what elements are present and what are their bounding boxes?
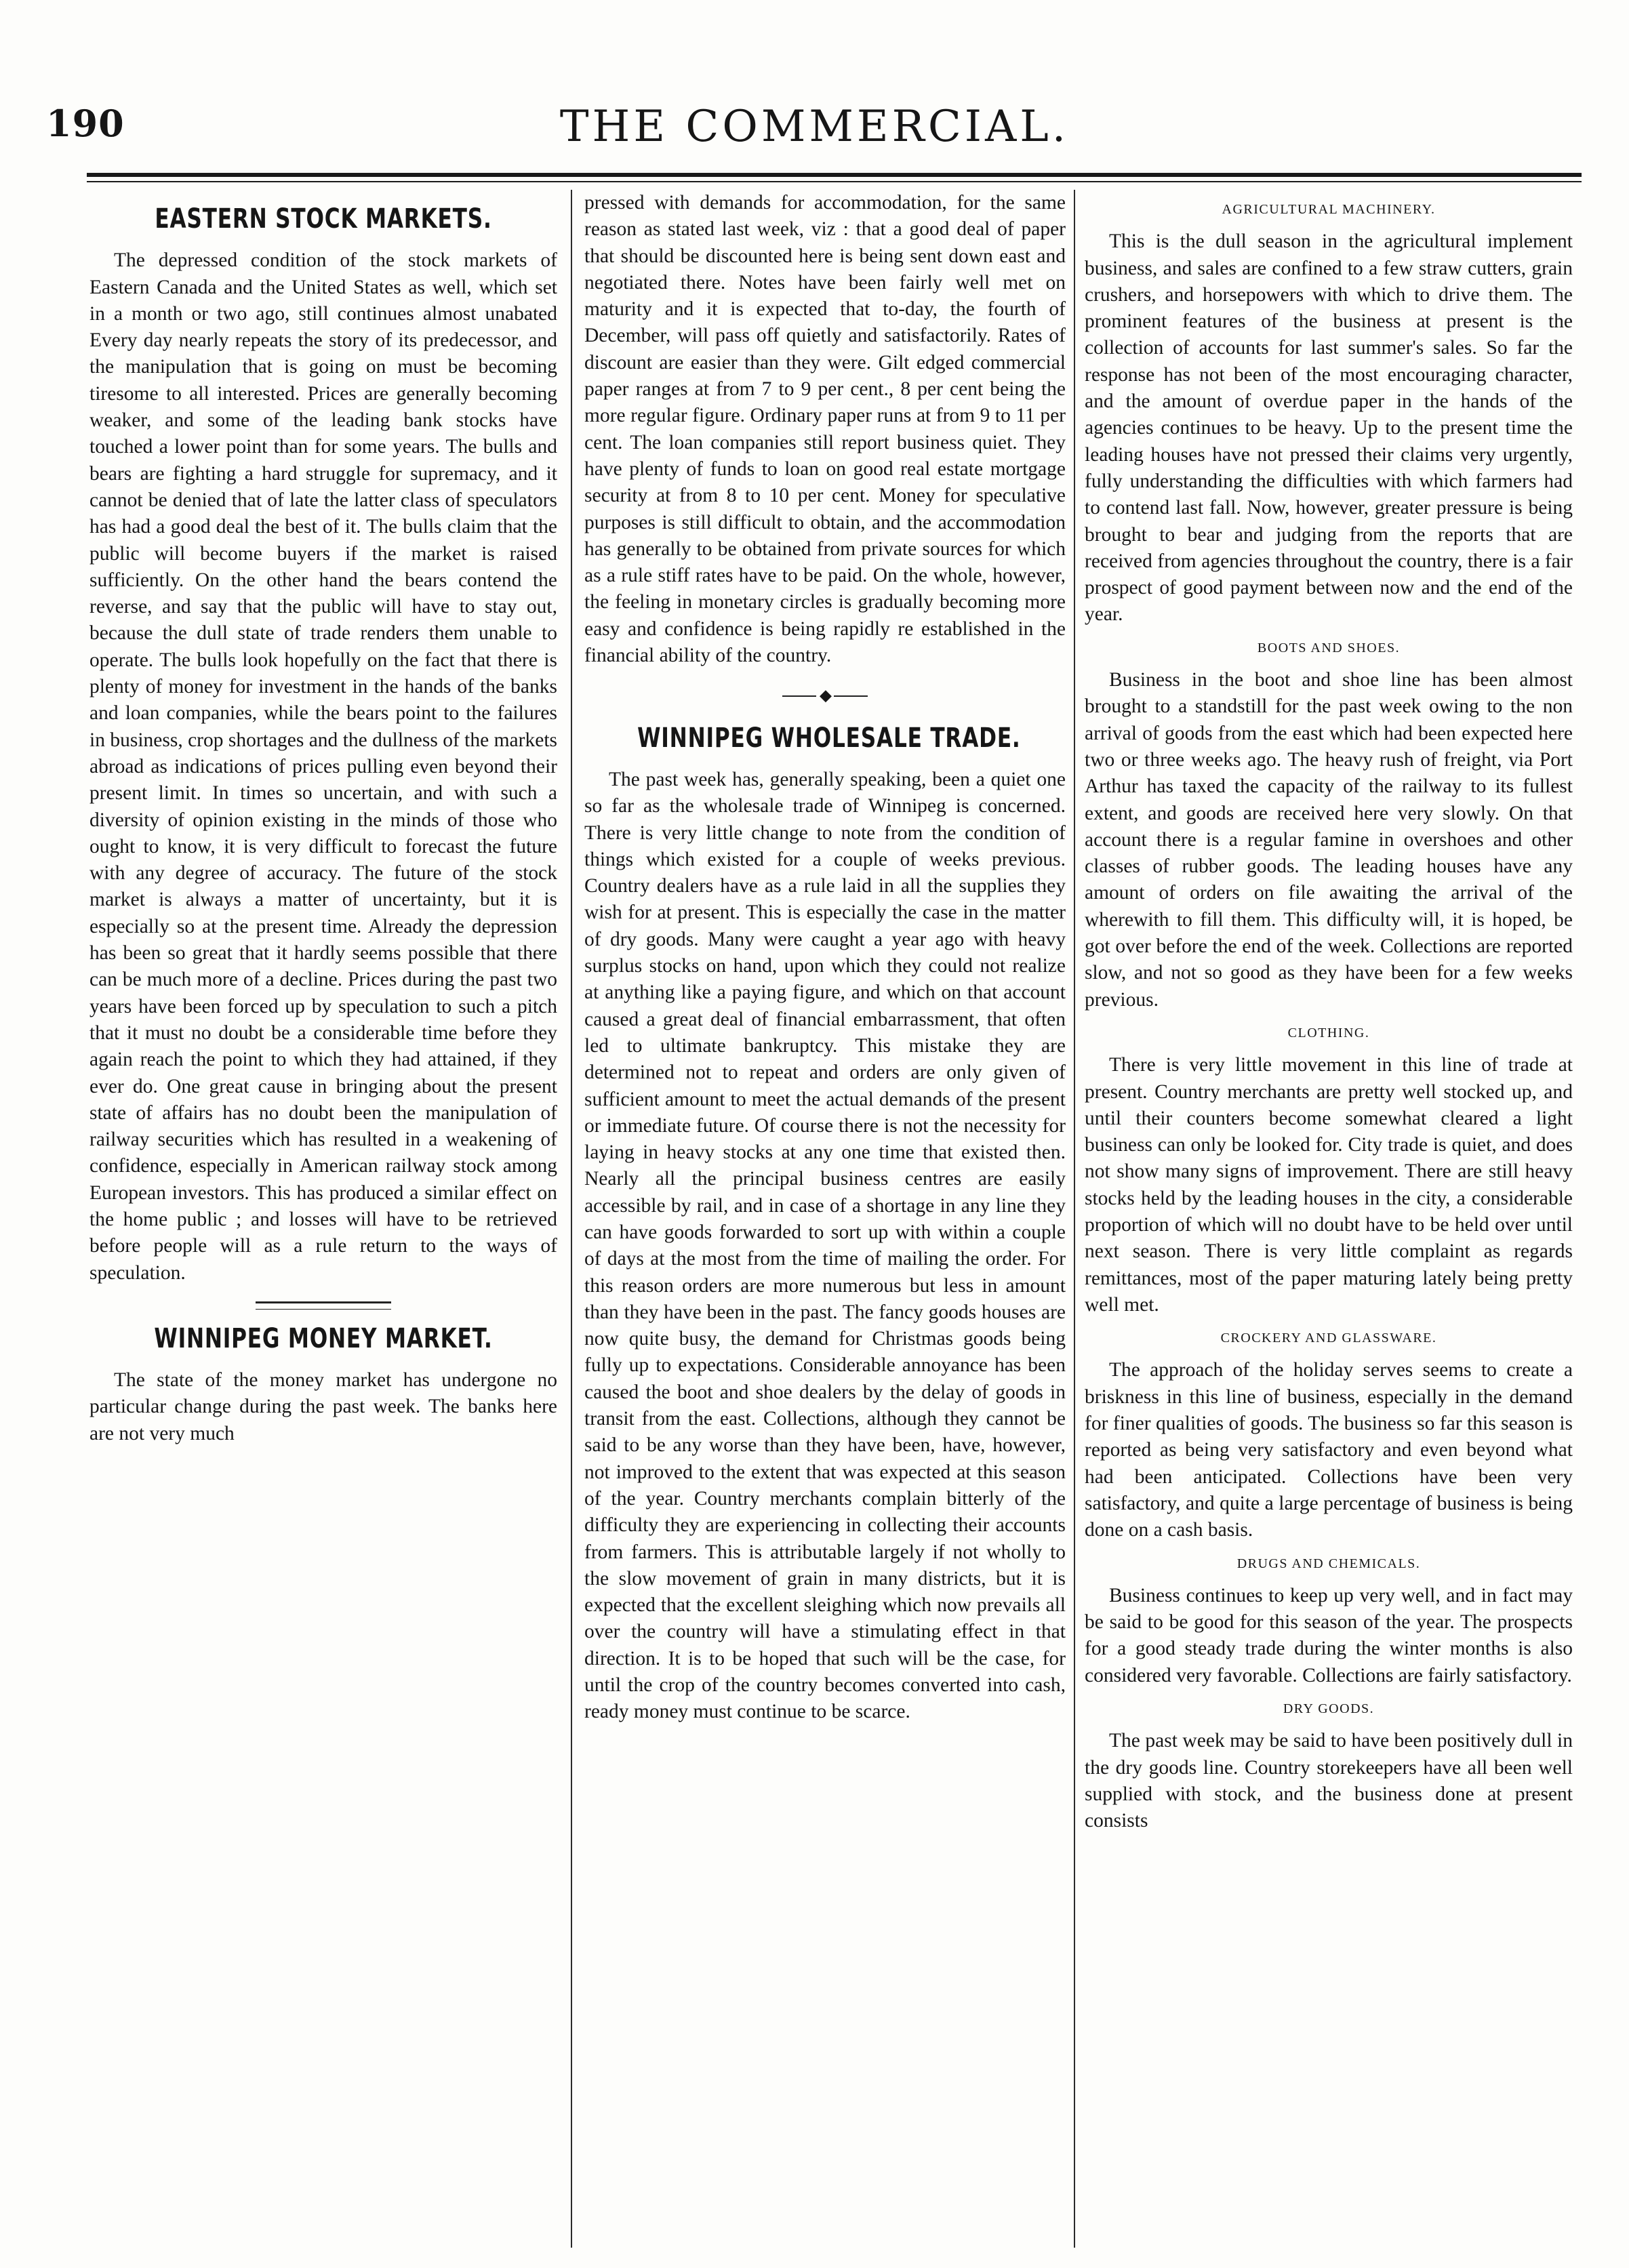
section-rule-thin	[256, 1309, 391, 1310]
article-paragraph: The past week has, generally speaking, been a quiet one so far as the wholesale trade of Winnipeg is concerned. There is very little change to note from the condition of things which existed for a couple of weeks previous. Country dealers have as a rule laid in all the supplies they wish for at present. This is especially the case in the matter of dry goods. Many were caught a year ago with heavy surplus stocks on hand, upon which they could not realize at anything like a paying figure, and which on that account caused a great deal of financial embarrassment, that often led to ultimate bankruptcy. This mistake they are determined not to repeat and orders are only given of sufficient amount to meet the actual demands of the present or immediate future. Of course there is not the necessity for laying in heavy stocks at any one time that existed then. Nearly all the principal business centres are easily accessible by rail, and in case of a shortage in any line they can have goods forwarded to sort up with within a couple of days at the most from the time of mailing the order. For this reason orders are more numerous but less in amount than they have been in the past. The fancy goods houses are now quite busy, the demand for Christmas goods being fully up to expectations. Considerable annoyance has been caused the boot and shoe dealers by the delay of goods in transit from the east. Collections, although they cannot be said to be any worse than they have been, have, however, not improved to the extent that was expected at this season of the year. Country merchants complain bitterly of the difficulty they are experiencing in collecting their accounts from farmers. This is attributable largely if not wholly to the slow movement of grain in many districts, but it is expected that the excellent sleighing which now prevails all over the country will have a stimulating effect in that direction. It is to be hoped that such will be the case, for until the crop of the country becomes converted into cash, ready money must continue to be scarce.	[584, 768, 1066, 1723]
section-ornament: ◆	[584, 681, 1066, 708]
subhead-dry-goods: DRY GOODS.	[1283, 1701, 1375, 1717]
article-paragraph-continued: pressed with demands for accommodation, for the same reason as stated last week, viz : that a good deal of paper that should be discounted here is being sent down east and negotiated there. Notes have been fairly well met on maturity and it is expected that to-day, the fourth of December, will pass off quietly and satisfactorily. Rates of discount are easier than they were. Gilt edged commercial paper ranges at from 7 to 9 per cent., 8 per cent being the more regular figure. Ordinary paper runs at from 9 to 11 per cent. The loan companies still report business quiet. They have plenty of funds to loan on good real estate mortgage security at from 8 to 10 per cent. Money for speculative purposes is still difficult to obtain, and the accommodation has generally to be obtained from private sources for which as a rule stiff rates have to be paid. On the whole, however, the feeling in monetary circles is gradually becoming more easy and confidence is being rapidly re established in the financial ability of the country.	[584, 192, 1066, 667]
header-rule-thin	[87, 181, 1582, 182]
column-1	[89, 190, 557, 2254]
masthead: THE COMMERCIAL.	[559, 102, 1070, 152]
subhead-crockery-and-glassware: CROCKERY AND GLASSWARE.	[1220, 1331, 1437, 1346]
article-paragraph: Business in the boot and shoe line has been almost brought to a standstill for the past week owing to the non arrival of goods from the east which had been expected here two or three weeks ago. The heavy rush of freight, via Port Arthur has taxed the capacity of the railway to its fullest extent, and goods are received here very slowly. On that account there is a regular famine in overshoes and other classes of rubber goods. The leading houses have any amount of orders on file awaiting the arrival of the wherewith to fill them. This difficulty will, it is hoped, be got over before the end of the week. Collections are reported slow, and not so good as they have been for a few weeks previous.	[1085, 669, 1573, 1011]
subhead-boots-and-shoes: BOOTS AND SHOES.	[1257, 640, 1401, 655]
article-paragraph: The approach of the holiday serves seems to create a briskness in this line of business, especially in the demand for finer qualities of goods. The business so far this season is reported as being very satisfactory and even beyond what had been anticipated. Collections have been very satisfactory, and quite a large percentage of business is being done on a cash basis.	[1085, 1359, 1573, 1541]
article-paragraph: The state of the money market has undergone no particular change during the past week. The banks here are not very much	[89, 1369, 557, 1444]
section-rule	[256, 1301, 391, 1303]
column-2	[584, 190, 1066, 2254]
article-paragraph: There is very little movement in this line of trade at present. Country merchants are pretty well stocked up, and until their counters become somewhat cleared a light business can only be looked for. City trade is quiet, and does not show many signs of improvement. There are still heavy stocks held by the leading houses in the city, a considerable proportion of which will no doubt have to be held over until next season. There is very little complaint as regards remittances, most of the paper maturing lately being pretty well met.	[1085, 1054, 1573, 1316]
header-rule-thick	[87, 173, 1582, 177]
subhead-drugs-and-chemicals: DRUGS AND CHEMICALS.	[1236, 1556, 1421, 1571]
subhead-clothing: CLOTHING.	[1287, 1025, 1370, 1040]
column-divider-1	[571, 190, 572, 2248]
headline-eastern-stock-markets: EASTERN STOCK MARKETS.	[155, 203, 492, 235]
article-paragraph: The past week may be said to have been positively dull in the dry goods line. Country storekeepers have all been well supplied with stock, and the business done at present consists	[1085, 1730, 1573, 1832]
subhead-agricultural-machinery: AGRICULTURAL MACHINERY.	[1222, 202, 1436, 217]
headline-winnipeg-wholesale-trade: WINNIPEG WHOLESALE TRADE.	[637, 722, 1021, 754]
headline-winnipeg-money-market: WINNIPEG MONEY MARKET.	[154, 1322, 493, 1354]
page-number: 190	[46, 102, 125, 145]
article-paragraph: Business continues to keep up very well, and in fact may be said to be good for this season of the year. The prospects for a good steady trade during the winter months is also considered very favorable. Collections are fairly satisfactory.	[1085, 1584, 1573, 1686]
article-paragraph: The depressed condition of the stock markets of Eastern Canada and the United States as well, which set in a month or two ago, still continues almost unabated Every day nearly repeats the story of its predecessor, and the manipulation that is going on must be becoming tiresome to all interested. Prices are generally becoming weaker, and some of the leading bank stocks have touched a lower point than for some years. The bulls and bears are fighting a hard struggle for supremacy, and it cannot be denied that of late the latter class of speculators has had a good deal the best of it. The bulls claim that the public will become buyers if the market is raised sufficiently. On the other hand the bears contend the reverse, and say that the public will have to stay out, because the dull state of trade renders them unable to operate. The bulls look hopefully on the fact that there is plenty of money for investment in the hands of the banks and loan companies, while the bears point to the failures in business, crop shortages and the dullness of the markets abroad as indications of prices pulling even beyond their present limit. In times so uncertain, and with such a diversity of opinion existing in the minds of those who ought to know, it is very difficult to forecast the future with any degree of accuracy. The future of the stock market is always a matter of uncertainty, but it is especially so at the present time. Already the depression has been so great that it hardly seems possible that there can be much more of a decline. Prices during the past two years have been forced up by speculation to such a pitch that it must no doubt be a considerable time before they again reach the point to which they had attained, if they ever do. One great cause in bringing about the present state of affairs has no doubt been the manipulation of railway securities which has resulted in a weakening of confidence, especially in American railway stock among European investors. This has produced a similar effect on the home public ; and losses will have to be retrieved before people will as a rule return to the ways of speculation.	[89, 249, 557, 1284]
article-paragraph: This is the dull season in the agricultural implement business, and sales are confined to a few straw cutters, grain crushers, and horsepowers with which to drive them. The prominent features of the business at present is the collection of accounts for last summer's sales. So far the response has not been of the most encouraging character, and the amount of overdue paper in the hands of the agencies continues to be heavy. Up to the present time the leading houses have not pressed their claims very urgently, fully understanding the difficulties with which farmers had to contend last fall. Now, however, greater pressure is being brought to bear and judging from the reports that are received from agencies throughout the country, there is a fair prospect of good payment between now and the end of the year.	[1085, 230, 1573, 626]
column-3	[1085, 190, 1573, 2254]
column-divider-2	[1074, 190, 1075, 2248]
